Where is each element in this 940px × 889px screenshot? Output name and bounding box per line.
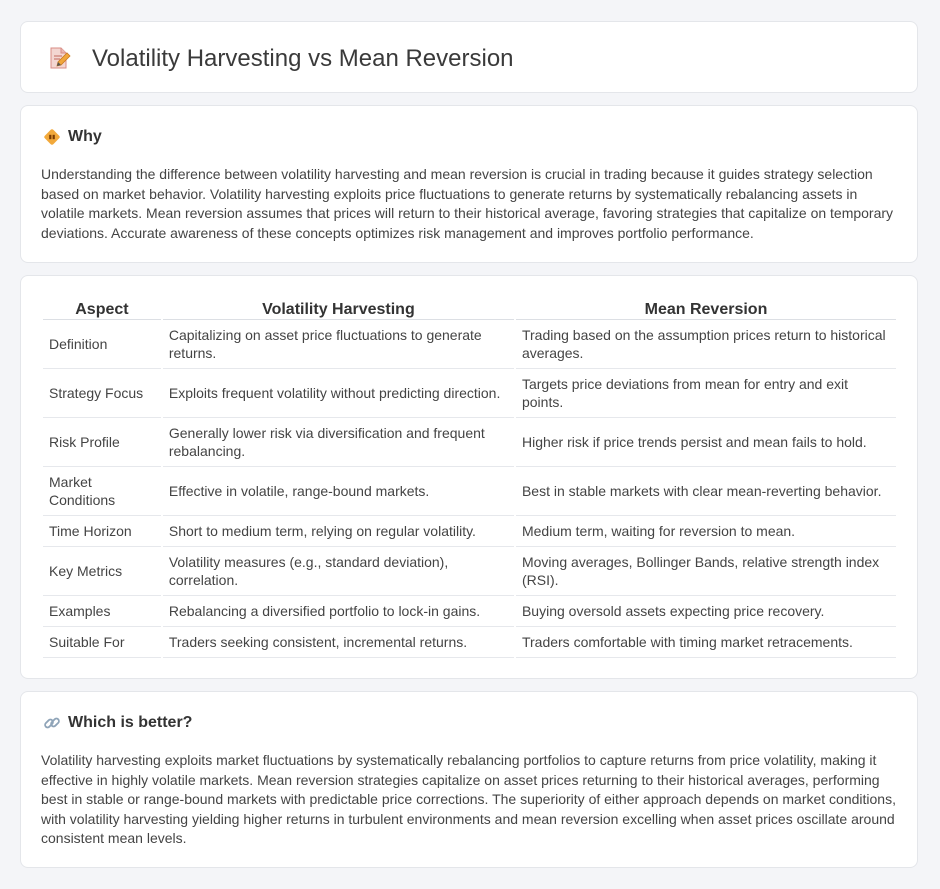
row-mean-reversion: Buying oversold assets expecting price recovery.: [516, 596, 896, 627]
table-row: [43, 467, 896, 516]
table-row: [43, 320, 896, 369]
table-row: [43, 547, 896, 596]
row-aspect: Time Horizon: [43, 516, 161, 547]
row-aspect: Key Metrics: [43, 547, 161, 596]
row-mean-reversion: Best in stable markets with clear mean-reverting behavior.: [516, 467, 896, 516]
row-mean-reversion: Higher risk if price trends persist and mean fails to hold.: [516, 418, 896, 467]
row-volatility-harvesting: Effective in volatile, range-bound markets.: [163, 467, 514, 516]
which-is-better-heading: Which is better?: [68, 714, 193, 731]
row-volatility-harvesting: Capitalizing on asset price fluctuations to generate returns.: [163, 320, 514, 369]
row-aspect: Examples: [43, 596, 161, 627]
table-row: [43, 627, 896, 658]
table-row: [43, 516, 896, 547]
title-card: [20, 21, 918, 93]
row-mean-reversion: Moving averages, Bollinger Bands, relative strength index (RSI).: [516, 547, 896, 596]
comparison-table: [41, 296, 898, 658]
row-mean-reversion: Targets price deviations from mean for entry and exit points.: [516, 369, 896, 418]
which-is-better-section: [20, 691, 918, 868]
row-mean-reversion: Traders comfortable with timing market retracements.: [516, 627, 896, 658]
header-volatility-harvesting: Volatility Harvesting: [163, 296, 514, 320]
comparison-section: [20, 275, 918, 679]
row-volatility-harvesting: Generally lower risk via diversification and frequent rebalancing.: [163, 418, 514, 467]
page-title: Volatility Harvesting vs Mean Reversion: [92, 45, 514, 72]
why-heading: Why: [68, 128, 102, 145]
link-icon: [43, 714, 61, 732]
row-mean-reversion: Trading based on the assumption prices return to historical averages.: [516, 320, 896, 369]
row-aspect: Suitable For: [43, 627, 161, 658]
table-row: [43, 596, 896, 627]
header-aspect: Aspect: [43, 296, 161, 320]
row-volatility-harvesting: Volatility measures (e.g., standard deviation), correlation.: [163, 547, 514, 596]
row-volatility-harvesting: Traders seeking consistent, incremental returns.: [163, 627, 514, 658]
row-volatility-harvesting: Exploits frequent volatility without predicting direction.: [163, 369, 514, 418]
row-aspect: Definition: [43, 320, 161, 369]
document-pencil-icon: [47, 46, 71, 70]
row-volatility-harvesting: Rebalancing a diversified portfolio to lock-in gains.: [163, 596, 514, 627]
row-aspect: Risk Profile: [43, 418, 161, 467]
table-row: [43, 369, 896, 418]
header-mean-reversion: Mean Reversion: [516, 296, 896, 320]
table-header-row: [43, 296, 896, 320]
why-paragraph: Understanding the difference between volatility harvesting and mean reversion is crucial in trading because it guides strategy selection based on market behavior. Volatility harvesting exploits price fluctuations to generate returns by systematically rebalancing assets in volatile markets. Mean reversion assumes that prices will return to their historical average, favoring strategies that capitalize on temporary deviations. Accurate awareness of these concepts optimizes risk management and improves portfolio performance.: [41, 166, 894, 241]
row-aspect: Market Conditions: [43, 467, 161, 516]
which-is-better-paragraph: Volatility harvesting exploits market fluctuations by systematically rebalancing portfolios to capture returns from price volatility, making it effective in highly volatile markets. Mean reversion strategies capitalize on asset prices returning to their historical averages, performing best in stable or range-bound markets with predictable price corrections. The superiority of either approach depends on market conditions, with volatility harvesting yielding higher returns in turbulent environments and mean reversion excelling when asset prices oscillate around consistent mean levels.: [41, 752, 896, 846]
why-section: [20, 105, 918, 263]
diamond-warning-icon: [43, 128, 61, 146]
row-aspect: Strategy Focus: [43, 369, 161, 418]
row-volatility-harvesting: Short to medium term, relying on regular volatility.: [163, 516, 514, 547]
table-row: [43, 418, 896, 467]
row-mean-reversion: Medium term, waiting for reversion to mean.: [516, 516, 896, 547]
